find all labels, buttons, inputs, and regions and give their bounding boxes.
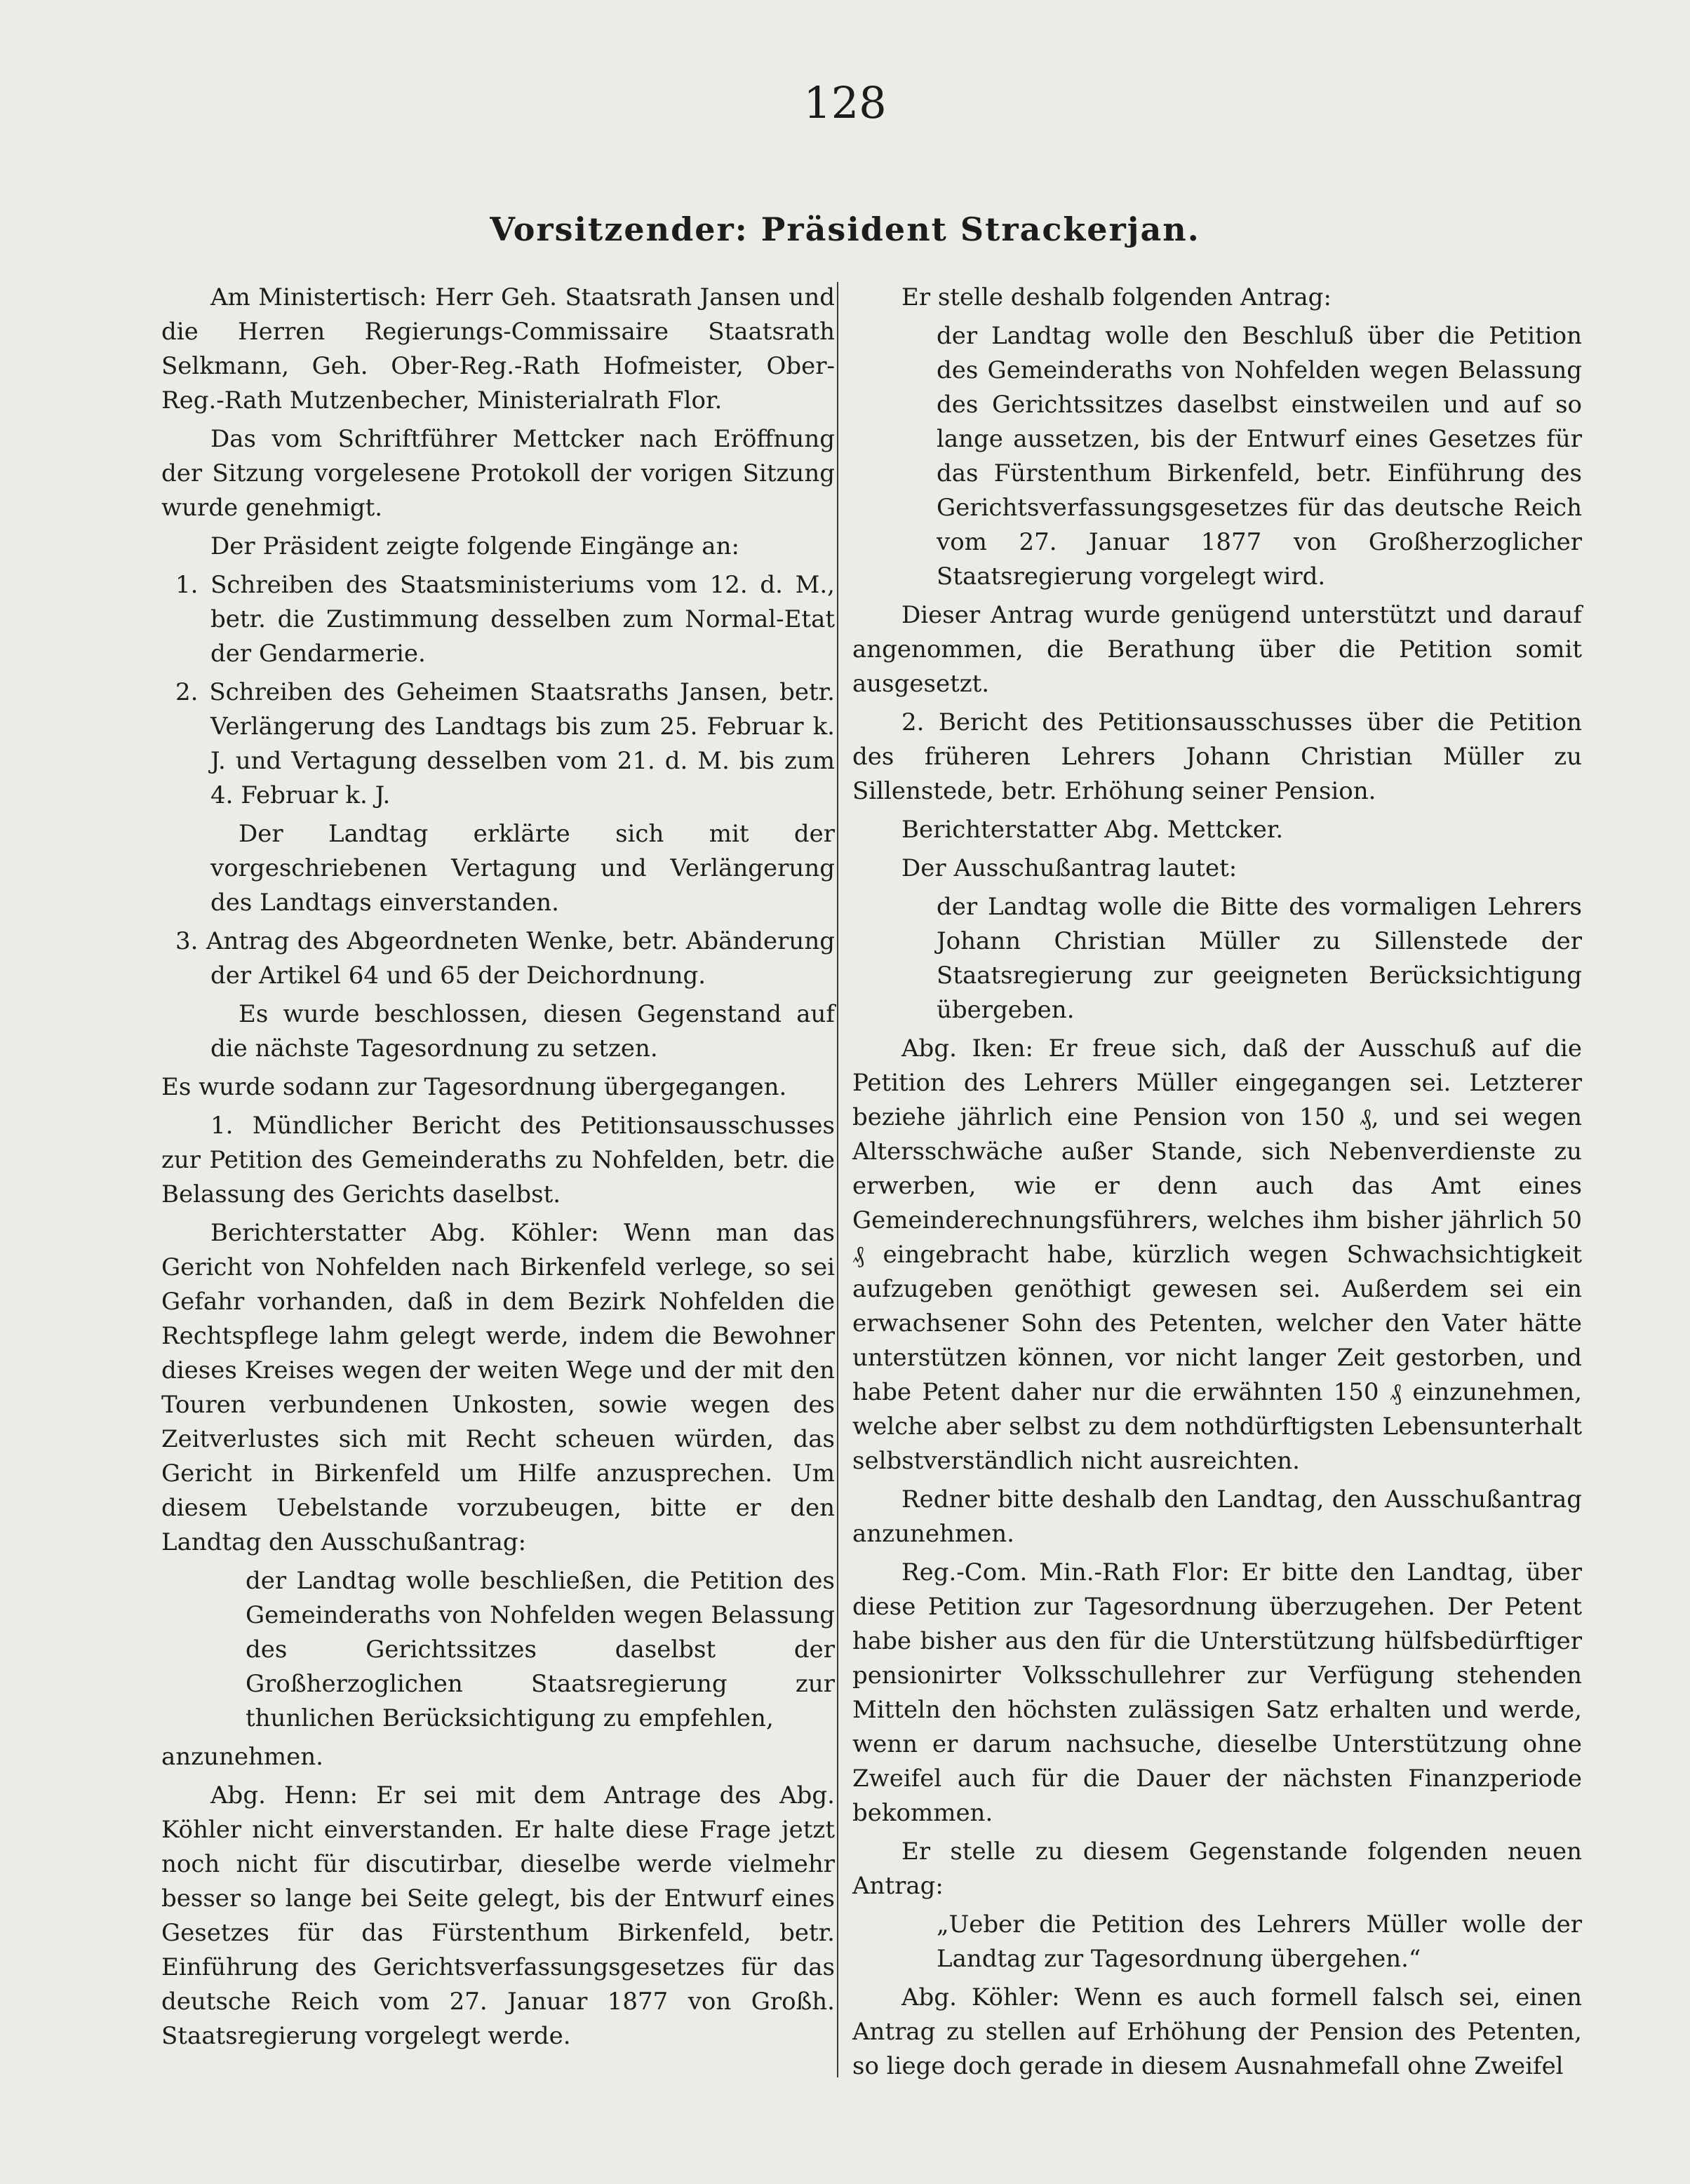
- paragraph: Abg. Iken: Er freue sich, daß der Ausschuß auf die Petition des Lehrers Müller eingegangen sei. Letzterer beziehe jährlich eine Pension von 150 ₰, und sei wegen Altersschwäche außer Stande, sich Nebenverdienste zu erwerben, wie er denn auch das Amt eines Gemeinderechnungsführers, welches ihm bisher jährlich 50 ₰ eingebracht habe, kürzlich wegen Schwachsichtigkeit aufzugeben genöthigt gewesen sei. Außerdem sei ein erwachsener Sohn des Petenten, welcher den Vater hätte unterstützen können, vor nicht langer Zeit gestorben, und habe Petent daher nur die erwähnten 150 ₰ einzunehmen, welche aber selbst zu dem nothdürftigsten Lebensunterhalt selbstverständlich nicht ausreichten.: [852, 1034, 1582, 1475]
- paragraph: Das vom Schriftführer Mettcker nach Eröffnung der Sitzung vorgelesene Protokoll der vorigen Sitzung wurde genehmigt.: [161, 425, 835, 522]
- paragraph: 1. Mündlicher Bericht des Petitionsausschusses zur Petition des Gemeinderaths zu Nohfelden, betr. die Belassung des Gerichts daselbst.: [161, 1112, 835, 1208]
- right-column: [852, 281, 1582, 2088]
- paragraph: Berichterstatter Abg. Mettcker.: [901, 816, 1284, 844]
- motion-quote: der Landtag wolle die Bitte des vormaligen Lehrers Johann Christian Müller zu Sillenstede der Staatsregierung zur geeigneten Berücksichtigung übergeben.: [937, 893, 1582, 1024]
- paragraph: Der Landtag erklärte sich mit der vorgeschriebenen Vertagung und Verlängerung des Landtags einverstanden.: [210, 820, 835, 917]
- motion-quote: „Ueber die Petition des Lehrers Müller wolle der Landtag zur Tagesordnung übergehen.“: [937, 1910, 1582, 1973]
- paragraph: Abg. Köhler: Wenn es auch formell falsch sei, einen Antrag zu stellen auf Erhöhung der Pension des Petenten, so liege doch gerade in diesem Ausnahmefall ohne Zweifel: [852, 1983, 1582, 2080]
- paragraph: Es wurde sodann zur Tagesordnung übergegangen.: [161, 1073, 787, 1101]
- paragraph: Abg. Henn: Er sei mit dem Antrage des Abg. Köhler nicht einverstanden. Er halte diese Frage jetzt noch nicht für discutirbar, dieselbe werde vielmehr besser so lange bei Seite gelegt, bis der Entwurf eines Gesetzes für das Fürstenthum Birkenfeld, betr. Einführung des Gerichtsverfassungsgesetzes für das deutsche Reich vom 27. Januar 1877 von Großh. Staatsregierung vorgelegt werde.: [161, 1781, 835, 2050]
- motion-quote: der Landtag wolle den Beschluß über die Petition des Gemeinderaths von Nohfelden wegen Belassung des Gerichtssitzes daselbst einstweilen und auf so lange aussetzen, bis der Entwurf eines Gesetzes für das Fürstenthum Birkenfeld, betr. Einführung des Gerichtsverfassungsgesetzes für das deutsche Reich vom 27. Januar 1877 von Großherzoglicher Staatsregierung vorgelegt wird.: [937, 322, 1582, 591]
- paragraph: Reg.-Com. Min.-Rath Flor: Er bitte den Landtag, über diese Petition zur Tagesordnung überzugehen. Der Petent habe bisher aus den für die Unterstützung hülfsbedürftiger pensionirter Volksschullehrer zur Verfügung stehenden Mitteln den höchsten zulässigen Satz erhalten und werde, wenn er darum nachsuche, dieselbe Unterstützung ohne Zweifel auch für die Dauer der nächsten Finanzperiode bekommen.: [852, 1558, 1582, 1827]
- paragraph: Dieser Antrag wurde genügend unterstützt und darauf angenommen, die Berathung über die Petition somit ausgesetzt.: [852, 601, 1582, 698]
- paragraph: anzunehmen.: [161, 1743, 323, 1771]
- paragraph: Er stelle deshalb folgenden Antrag:: [901, 283, 1332, 311]
- motion-quote: der Landtag wolle beschließen, die Petition des Gemeinderaths von Nohfelden wegen Belassung des Gerichtssitzes daselbst der Großherzoglichen Staatsregierung zur thunlichen Berücksichtigung zu empfehlen,: [246, 1567, 835, 1732]
- paragraph: Er stelle zu diesem Gegenstande folgenden neuen Antrag:: [852, 1838, 1582, 1900]
- paragraph: Am Ministertisch: Herr Geh. Staatsrath Jansen und die Herren Regierungs-Commissaire Staatsrath Selkmann, Geh. Ober-Reg.-Rath Hofmeister, Ober-Reg.-Rath Mutzenbecher, Ministerialrath Flor.: [161, 283, 835, 414]
- list-item: 1. Schreiben des Staatsministeriums vom 12. d. M., betr. die Zustimmung desselben zum Normal-Etat der Gendarmerie.: [175, 571, 835, 668]
- paragraph: Der Ausschußantrag lautet:: [901, 854, 1238, 882]
- paragraph: Der Präsident zeigte folgende Eingänge an:: [210, 532, 739, 560]
- paragraph: Redner bitte deshalb den Landtag, den Ausschußantrag anzunehmen.: [852, 1485, 1582, 1548]
- page-number: 128: [803, 77, 887, 128]
- session-chair-heading: Vorsitzender: Präsident Strackerjan.: [490, 210, 1200, 248]
- list-item: 3. Antrag des Abgeordneten Wenke, betr. Abänderung der Artikel 64 und 65 der Deichordnung.: [175, 927, 835, 990]
- paragraph: 2. Bericht des Petitionsausschusses über die Petition des früheren Lehrers Johann Christian Müller zu Sillenstede, betr. Erhöhung seiner Pension.: [852, 708, 1582, 805]
- list-item: 2. Schreiben des Geheimen Staatsraths Jansen, betr. Verlängerung des Landtags bis zum 25. Februar k. J. und Vertagung desselben vom 21. d. M. bis zum 4. Februar k. J.: [175, 678, 835, 809]
- paragraph: Es wurde beschlossen, diesen Gegenstand auf die nächste Tagesordnung zu setzen.: [210, 1000, 835, 1063]
- paragraph: Berichterstatter Abg. Köhler: Wenn man das Gericht von Nohfelden nach Birkenfeld verlege, so sei Gefahr vorhanden, daß in dem Bezirk Nohfelden die Rechtspflege lahm gelegt werde, indem die Bewohner dieses Kreises wegen der weiten Wege und der mit den Touren verbundenen Unkosten, sowie wegen des Zeitverlustes sich mit Recht scheuen würden, das Gericht in Birkenfeld um Hilfe anzusprechen. Um diesem Uebelstande vorzubeugen, bitte er den Landtag den Ausschußantrag:: [161, 1219, 835, 1556]
- column-divider: [837, 282, 838, 2077]
- left-column: [161, 281, 835, 2058]
